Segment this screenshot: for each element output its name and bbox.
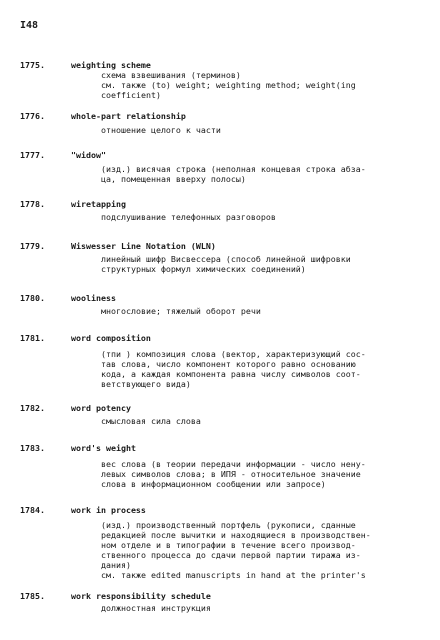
entry-header bbox=[20, 199, 430, 209]
entry-term: word potency bbox=[71, 403, 131, 413]
definition-line: (тпи ) композиция слова (вектор, характеризующий сос- bbox=[101, 349, 366, 359]
definition-line: редакцией после вычитки и находящиеся в производствен- bbox=[101, 530, 371, 540]
entry-number: 1775. bbox=[20, 60, 45, 70]
dictionary-entry bbox=[20, 333, 430, 389]
entry-number: 1782. bbox=[20, 403, 45, 413]
entry-header bbox=[20, 150, 430, 160]
entry-header bbox=[20, 443, 430, 453]
entry-term: word composition bbox=[71, 333, 151, 343]
entry-number: 1777. bbox=[20, 150, 45, 160]
definition-line: дания) bbox=[101, 560, 131, 570]
entry-number: 1779. bbox=[20, 241, 45, 251]
definition-line: ца, помещенная вверху полосы) bbox=[101, 174, 246, 184]
definition-line: вес слова (в теории передачи информации - число нену- bbox=[101, 459, 366, 469]
dictionary-entry bbox=[20, 591, 430, 613]
entry-header bbox=[20, 505, 430, 515]
entry-definition bbox=[101, 254, 430, 274]
definition-line: линейный шифр Висвессера (способ линейной шифровки bbox=[101, 254, 351, 264]
entry-header bbox=[20, 333, 430, 343]
dictionary-entry bbox=[20, 443, 430, 489]
entry-definition bbox=[101, 416, 430, 426]
dictionary-entry bbox=[20, 505, 430, 580]
entry-term: whole-part relationship bbox=[71, 111, 186, 121]
definition-line: подслушивание телефонных разговоров bbox=[101, 212, 276, 222]
dictionary-entry bbox=[20, 403, 430, 426]
definition-line: смысловая сила слова bbox=[101, 416, 201, 426]
entry-definition bbox=[101, 306, 430, 316]
entry-definition bbox=[101, 70, 430, 100]
entry-definition bbox=[101, 125, 430, 135]
definition-line: левых символов слова; в ИПЯ - относительное значение bbox=[101, 469, 361, 479]
entry-term: wiretapping bbox=[71, 199, 126, 209]
definition-line: ветствующего вида) bbox=[101, 379, 191, 389]
entry-header bbox=[20, 241, 430, 251]
definition-line: должностная инструкция bbox=[101, 603, 211, 613]
dictionary-entry bbox=[20, 150, 430, 184]
dictionary-entry bbox=[20, 293, 430, 316]
definition-line: (изд.) висячая строка (неполная концевая строка абза- bbox=[101, 164, 366, 174]
entry-definition bbox=[101, 520, 430, 580]
entry-definition bbox=[101, 459, 430, 489]
definition-line: тав слова, число компонент которого равно основанию bbox=[101, 359, 356, 369]
dictionary-entry bbox=[20, 199, 430, 222]
entry-term: Wiswesser Line Notation (WLN) bbox=[71, 241, 216, 251]
definition-line: см. также edited manuscripts in hand at the printer's bbox=[101, 570, 366, 580]
definition-line: см. также (to) weight; weighting method; weight(ing bbox=[101, 80, 356, 90]
dictionary-entry bbox=[20, 60, 430, 100]
definition-line: слова в информационном сообщении или запросе) bbox=[101, 479, 326, 489]
entry-number: 1780. bbox=[20, 293, 45, 303]
entry-definition bbox=[101, 349, 430, 389]
entry-header bbox=[20, 591, 430, 601]
entry-definition bbox=[101, 212, 430, 222]
definition-line: отношение целого к части bbox=[101, 125, 221, 135]
entry-number: 1776. bbox=[20, 111, 45, 121]
definition-line: coefficient) bbox=[101, 90, 161, 100]
entry-number: 1781. bbox=[20, 333, 45, 343]
entry-term: work in process bbox=[71, 505, 146, 515]
entry-header bbox=[20, 111, 430, 121]
entry-term: "widow" bbox=[71, 150, 106, 160]
definition-line: кода, а каждая компонента равна числу символов соот- bbox=[101, 369, 361, 379]
entry-term: wooliness bbox=[71, 293, 116, 303]
definition-line: ном отделе и в типографии в течение всего производ- bbox=[101, 540, 356, 550]
dictionary-entry bbox=[20, 111, 430, 135]
entry-definition bbox=[101, 603, 430, 613]
entry-header bbox=[20, 403, 430, 413]
definition-line: структурных формул химических соединений) bbox=[101, 264, 306, 274]
entry-number: 1783. bbox=[20, 443, 45, 453]
entry-number: 1785. bbox=[20, 591, 45, 601]
definition-line: ственного процесса до сдачи первой партии тиража из- bbox=[101, 550, 361, 560]
entry-term: work responsibility schedule bbox=[71, 591, 211, 601]
entry-term: weighting scheme bbox=[71, 60, 151, 70]
definition-line: схема взвешивания (терминов) bbox=[101, 70, 241, 80]
entry-term: word's weight bbox=[71, 443, 136, 453]
definition-line: (изд.) производственный портфель (рукописи, сданные bbox=[101, 520, 356, 530]
entry-definition bbox=[101, 164, 430, 184]
dictionary-entry bbox=[20, 241, 430, 274]
entry-number: 1784. bbox=[20, 505, 45, 515]
entry-header bbox=[20, 60, 430, 70]
entry-header bbox=[20, 293, 430, 303]
definition-line: многословие; тяжелый оборот речи bbox=[101, 306, 261, 316]
page-number: I48 bbox=[20, 20, 39, 31]
entry-number: 1778. bbox=[20, 199, 45, 209]
